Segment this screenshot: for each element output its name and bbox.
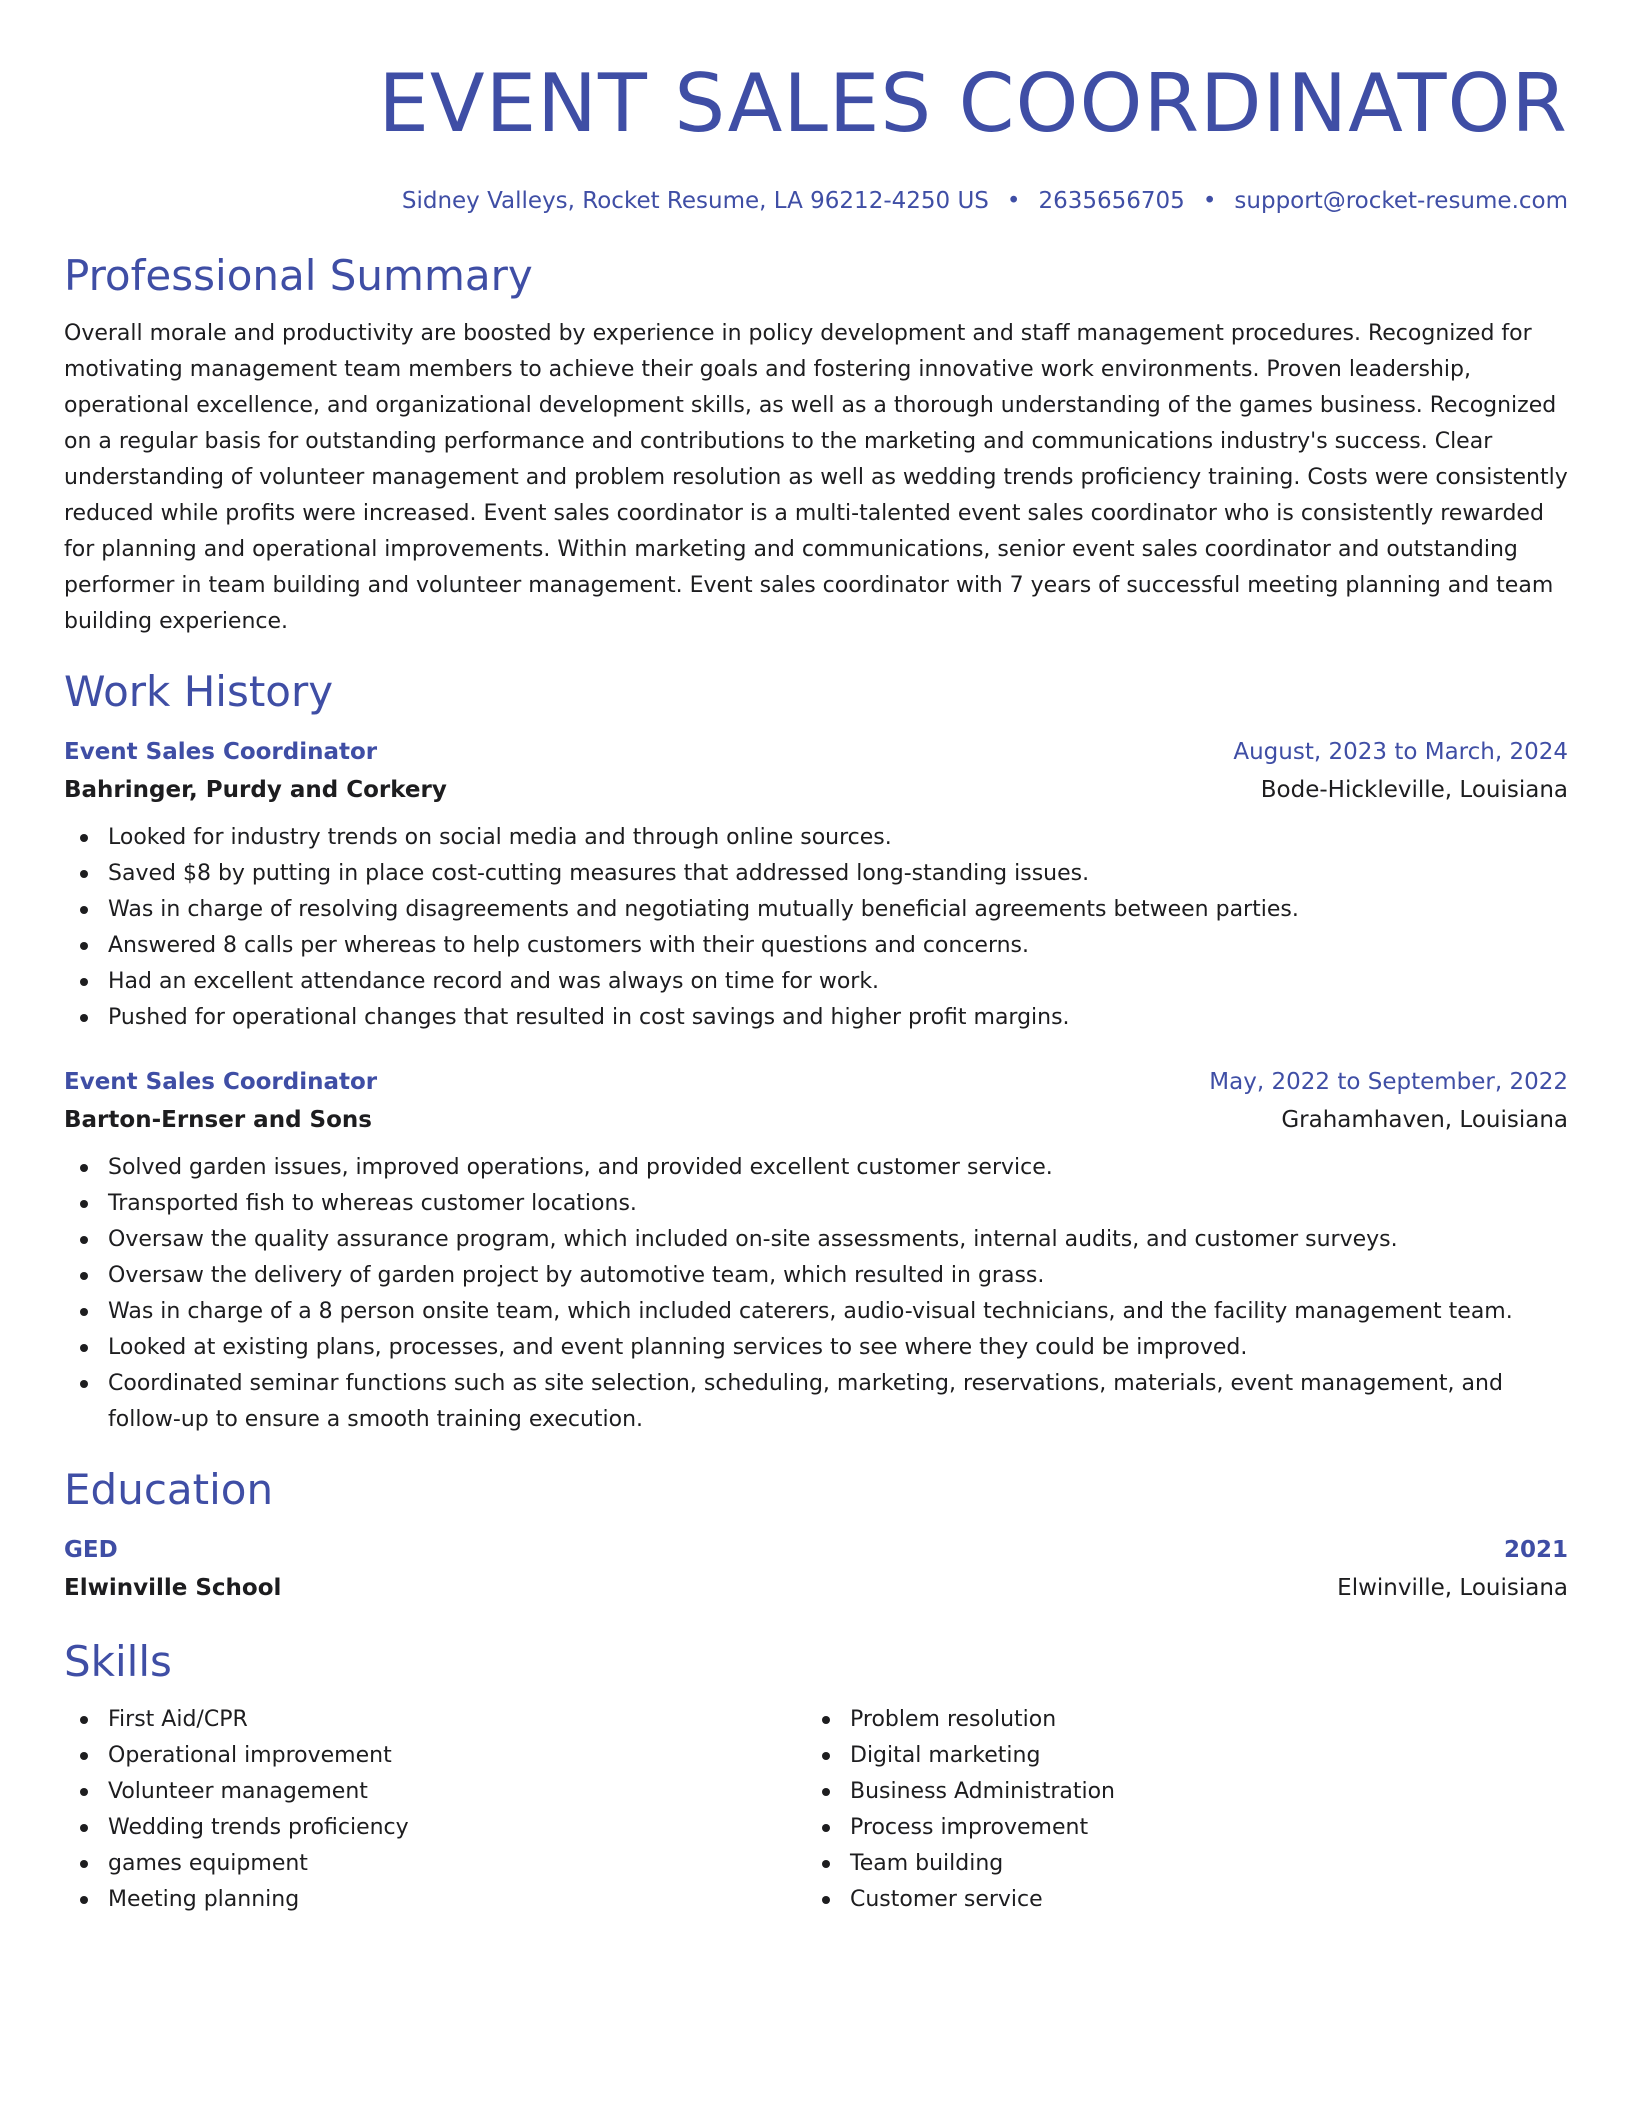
job-bullet: Looked at existing plans, processes, and event planning services to see where they could be improved. bbox=[64, 1330, 1568, 1366]
skill-item: Process improvement bbox=[806, 1810, 1548, 1846]
job-role: Event Sales Coordinator bbox=[64, 739, 378, 765]
job-dates: August, 2023 to March, 2024 bbox=[1233, 739, 1568, 765]
job-bullet-list bbox=[64, 1150, 1568, 1438]
skill-item: Volunteer management bbox=[64, 1774, 806, 1810]
skills-list-right bbox=[806, 1702, 1548, 1918]
education-heading: Education bbox=[64, 1465, 274, 1514]
contact-line bbox=[64, 184, 1568, 218]
summary-heading: Professional Summary bbox=[64, 251, 533, 300]
skill-item: Problem resolution bbox=[806, 1702, 1548, 1738]
job-location: Grahamhaven, Louisiana bbox=[1281, 1107, 1568, 1133]
job-bullet: Had an excellent attendance record and was always on time for work. bbox=[64, 964, 1568, 1000]
education-subheader bbox=[64, 1568, 1568, 1608]
job-bullet-list bbox=[64, 820, 1568, 1036]
skill-item: Business Administration bbox=[806, 1774, 1548, 1810]
contact-email[interactable]: support@rocket-resume.com bbox=[1234, 188, 1568, 214]
job-dates: May, 2022 to September, 2022 bbox=[1209, 1069, 1568, 1095]
skill-item: First Aid/CPR bbox=[64, 1702, 806, 1738]
education-degree: GED bbox=[64, 1537, 118, 1563]
job-bullet: Answered 8 calls per whereas to help customers with their questions and concerns. bbox=[64, 928, 1568, 964]
job-location: Bode-Hickleville, Louisiana bbox=[1260, 777, 1568, 803]
job-bullet: Oversaw the delivery of garden project by automotive team, which resulted in grass. bbox=[64, 1258, 1568, 1294]
job-subheader bbox=[64, 770, 1568, 810]
job-bullet: Saved $8 by putting in place cost-cutting measures that addressed long-standing issues. bbox=[64, 856, 1568, 892]
job-bullet: Pushed for operational changes that resulted in cost savings and higher profit margins. bbox=[64, 1000, 1568, 1036]
job-header bbox=[64, 1064, 1568, 1100]
job-bullet: Solved garden issues, improved operations, and provided excellent customer service. bbox=[64, 1150, 1568, 1186]
contact-separator: • bbox=[1006, 188, 1021, 214]
job-entry bbox=[64, 734, 1568, 1036]
work-history-heading: Work History bbox=[64, 667, 334, 716]
resume-document bbox=[64, 0, 1568, 1918]
education-year: 2021 bbox=[1503, 1537, 1568, 1563]
contact-phone[interactable]: 2635656705 bbox=[1038, 188, 1185, 214]
skill-item: Team building bbox=[806, 1846, 1548, 1882]
contact-address: Sidney Valleys, Rocket Resume, LA 96212-4250 US bbox=[401, 188, 989, 214]
skill-item: games equipment bbox=[64, 1846, 806, 1882]
skills-heading: Skills bbox=[64, 1637, 172, 1686]
education-header bbox=[64, 1532, 1568, 1568]
candidate-name: EVENT SALES COORDINATOR bbox=[378, 57, 1568, 150]
job-entry bbox=[64, 1064, 1568, 1438]
education-location: Elwinville, Louisiana bbox=[1337, 1575, 1568, 1601]
skill-item: Digital marketing bbox=[806, 1738, 1548, 1774]
skill-item: Wedding trends proficiency bbox=[64, 1810, 806, 1846]
job-subheader bbox=[64, 1100, 1568, 1140]
skills-columns bbox=[64, 1702, 1568, 1918]
job-bullet: Looked for industry trends on social media and through online sources. bbox=[64, 820, 1568, 856]
job-bullet: Was in charge of a 8 person onsite team, which included caterers, audio-visual technicians, and the facility management team. bbox=[64, 1294, 1568, 1330]
job-bullet: Was in charge of resolving disagreements and negotiating mutually beneficial agreements between parties. bbox=[64, 892, 1568, 928]
job-header bbox=[64, 734, 1568, 770]
job-bullet: Coordinated seminar functions such as site selection, scheduling, marketing, reservations, materials, event management, and follow-up to ensure a smooth training execution. bbox=[64, 1366, 1568, 1438]
job-bullet: Transported fish to whereas customer locations. bbox=[64, 1186, 1568, 1222]
summary-text: Overall morale and productivity are boosted by experience in policy development and staff management procedures. Recognized for motivating management team members to achieve their goals and fostering innovative work environments. Proven leadership, operational excellence, and organizational development skills, as well as a thorough understanding of the games business. Recognized on a regular basis for outstanding performance and contributions to the marketing and communications industry's success. Clear understanding of volunteer management and problem resolution as well as wedding trends proficiency training. Costs were consistently reduced while profits were increased. Event sales coordinator is a multi-talented event sales coordinator who is consistently rewarded for planning and operational improvements. Within marketing and communications, senior event sales coordinator and outstanding performer in team building and volunteer management. Event sales coordinator with 7 years of successful meeting planning and team building experience. bbox=[64, 321, 1568, 634]
job-role: Event Sales Coordinator bbox=[64, 1069, 378, 1095]
skill-item: Operational improvement bbox=[64, 1738, 806, 1774]
skills-list-left bbox=[64, 1702, 806, 1918]
job-company: Barton-Ernser and Sons bbox=[64, 1107, 372, 1133]
contact-separator: • bbox=[1202, 188, 1217, 214]
job-bullet: Oversaw the quality assurance program, which included on-site assessments, internal audits, and customer surveys. bbox=[64, 1222, 1568, 1258]
skill-item: Meeting planning bbox=[64, 1882, 806, 1918]
education-school: Elwinville School bbox=[64, 1575, 282, 1601]
skill-item: Customer service bbox=[806, 1882, 1548, 1918]
job-company: Bahringer, Purdy and Corkery bbox=[64, 777, 447, 803]
